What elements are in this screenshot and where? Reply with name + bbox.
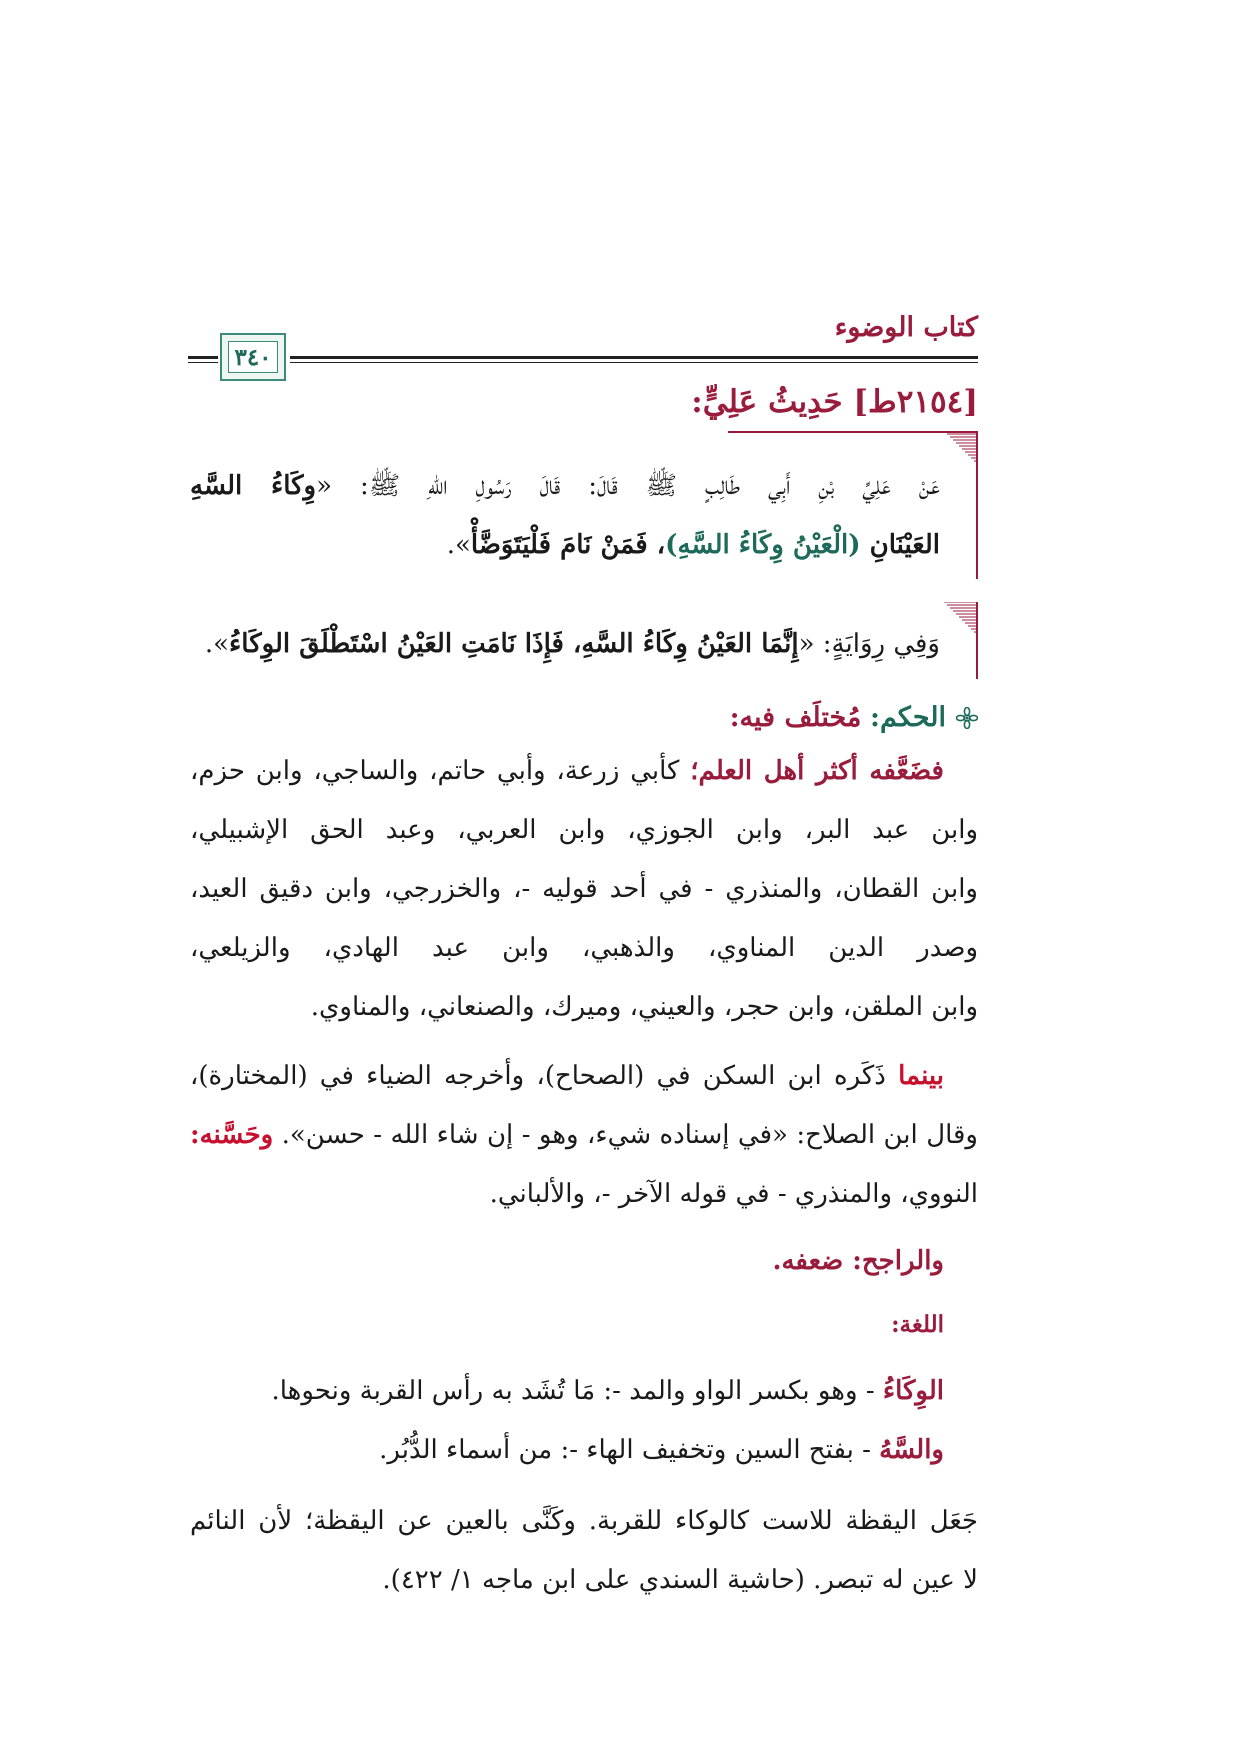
para2-line-2 [190, 1122, 978, 1148]
para1-line-4: وصدر الدين المناوي، والذهبي، وابن عبد الهادي، والزيلعي، [190, 933, 978, 963]
conclusion [190, 1248, 944, 1274]
corner-ornament-icon [944, 431, 978, 465]
conclusion-label: والراجح: [852, 1246, 944, 1276]
language-heading [190, 1313, 944, 1337]
hadith-frame-side [976, 431, 978, 579]
language-heading-text: اللغة: [891, 1311, 944, 1338]
hadith-text-line-2 [190, 532, 940, 558]
header-rule-left-thin [188, 362, 218, 363]
hadith-quote-end-1: ». [446, 530, 471, 560]
language-line-3: جَعَل اليقظة للاست كالوكاء للقربة. وكَنَّى بالعين عن اليقظة؛ لأن النائم [190, 1506, 978, 1536]
conclusion-value: ضعفه. [772, 1246, 853, 1276]
para2-line-2-text: وقال ابن الصلاح: «في إسناده شيء، وهو - إن شاء الله - حسن». [273, 1120, 978, 1150]
para2-line-1-text: ذَكَره ابن السكن في (الصحاح)، وأخرجه الضياء في (المختارة)، [190, 1061, 899, 1091]
hadith-text-line-1 [190, 473, 940, 499]
term-sah-def: - بفتح السين وتخفيف الهاء -: من أسماء الدُّبُر. [379, 1435, 880, 1465]
ruling [730, 702, 978, 733]
ruling-label: الحكم: [869, 702, 946, 733]
term-wikaa: الوِكَاءُ [882, 1376, 944, 1406]
page-number-frame [220, 333, 286, 381]
para1-line-5: وابن الملقن، وابن حجر، والعيني، وميرك، والصنعاني، والمناوي. [310, 992, 978, 1022]
header-rule-thin [290, 362, 978, 363]
hadith-heading: [٢١٥٤ط] حَدِيثُ عَلِيٍّ: [691, 384, 978, 420]
hadith-frame-top [728, 431, 978, 433]
para1-lead: فضَعَّفه أكثر أهل العلم؛ [690, 756, 944, 786]
term-wikaa-def: - وهو بكسر الواو والمد -: مَا تُشَد به رأس القربة ونحوها. [271, 1376, 883, 1406]
para2-line-1 [190, 1063, 944, 1089]
header-rule [290, 356, 978, 359]
language-term-1 [190, 1378, 944, 1404]
riwaya-quote: إِنَّمَا العَيْنُ وِكَاءُ السَّهِ، فَإِذَا نَامَتِ العَيْنُ اسْتَطْلَقَ الوِكَاءُ [229, 629, 799, 659]
hadith-text-1a: عَنْ عَلِيِّ بْنِ أَبِي طَالِبٍ ﷺ قَالَ: قَالَ رَسُولِ اللهِ ﷺ: « [316, 471, 940, 501]
language-term-2 [190, 1437, 944, 1463]
riwaya-end: ». [204, 629, 230, 659]
corner-ornament-icon [944, 602, 978, 636]
term-sah: والسَّهُ [879, 1435, 944, 1465]
hadith-quote-1c: ، فَمَنْ نَامَ فَلْيَتَوَضَّأْ [470, 530, 666, 560]
para2-hassanahu: وحَسَّنه: [190, 1120, 274, 1150]
running-head: كتاب الوضوء [834, 312, 978, 343]
para1-line-1 [190, 758, 944, 784]
para2-line-3: النووي، والمنذري - في قوله الآخر -، والألباني. [489, 1179, 978, 1209]
para1-line-3: وابن القطان، والمنذري - في أحد قوليه -، والخزرجي، وابن دقيق العيد، [190, 874, 978, 904]
hadith-variant: (الْعَيْنُ وِكَاءُ السَّهِ) [665, 530, 861, 560]
para1-line-2: وابن عبد البر، وابن الجوزي، وابن العربي، وعبد الحق الإشبيلي، [190, 815, 978, 845]
page-number: ٣٤٠ [228, 341, 278, 373]
ruling-value: مُختلَف فيه: [729, 702, 862, 733]
riwaya-line [190, 631, 940, 657]
para1-line-1-text: كأبي زرعة، وأبي حاتم، والساجي، وابن حزم، [190, 756, 691, 786]
riwaya-intro: وَفِي رِوَايَةٍ: « [798, 629, 940, 659]
header-rule-left [188, 356, 218, 359]
para2-lead: بينما [898, 1061, 944, 1091]
hadith-quote-1a: وِكَاءُ السَّهِ [190, 471, 317, 501]
hadith-quote-1b: العَيْنَانِ [860, 530, 940, 560]
language-line-4: لا عين له تبصر. (حاشية السندي على ابن ماجه ١/ ٤٢٢). [382, 1565, 978, 1595]
flower-ornament-icon [956, 707, 978, 729]
riwaya-frame-side [976, 602, 978, 679]
